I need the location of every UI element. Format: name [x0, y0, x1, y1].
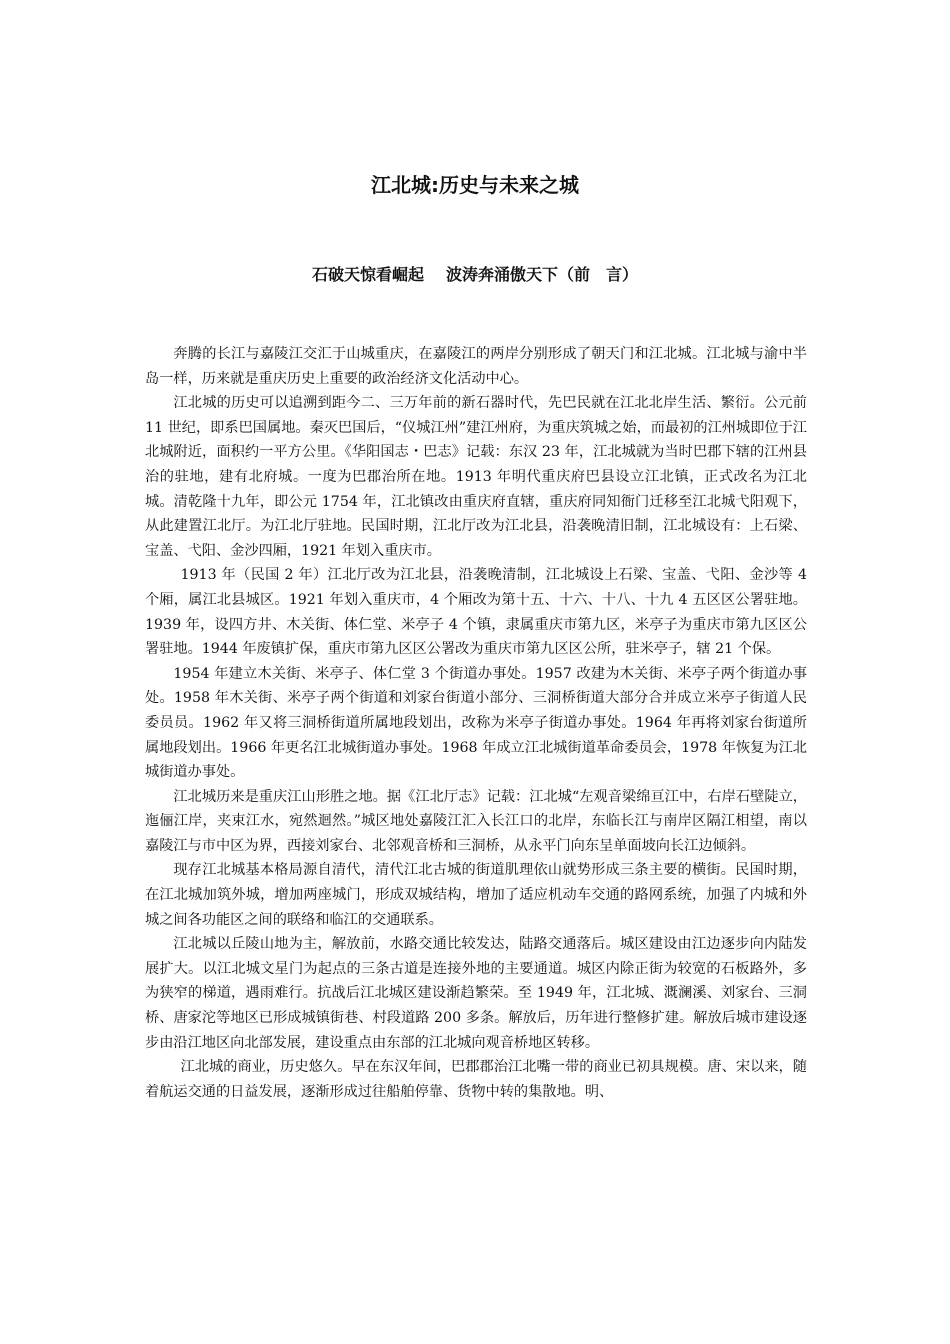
document-body — [145, 342, 807, 1104]
subtitle-right: 波涛奔涌傲天下（前 言） — [446, 265, 639, 284]
paragraph: 江北城的商业，历史悠久。早在东汉年间，巴郡郡治江北嘴一带的商业已初具规模。唐、宋以来，随着航运交通的日益发展，逐渐形成过往船舶停靠、货物中转的集散地。明、 — [145, 1059, 807, 1100]
paragraph: 奔腾的长江与嘉陵江交汇于山城重庆，在嘉陵江的两岸分别形成了朝天门和江北城。江北城与渝中半岛一样，历来就是重庆历史上重要的政治经济文化活动中心。 — [145, 346, 807, 387]
document-title: 江北城:历史与未来之城 — [371, 173, 579, 197]
paragraph: 江北城的历史可以追溯到距今二、三万年前的新石器时代，先巴民就在江北北岸生活、繁衍。公元前 11 世纪，即系巴国属地。秦灭巴国后，“仪城江州”建江州府，为重庆筑城之始，而最初的江州城即位于江北城附近，面积约一平方公里。《华阳国志・巴志》记载：东汉 23 年，江北城就为当时巴郡下辖的江州县治的驻地，建有北府城。一度为巴郡治所在地。1913 年明代重庆府巴县设立江北镇，正式改名为江北城。清乾隆十九年，即公元 1754 年，江北镇改由重庆府直辖，重庆府同知衙门迁移至江北城弋阳观下，从此建置江北厅。为江北厅驻地。民国时期，江北厅改为江北县，沿袭晚清旧制，江北城设有：上石梁、宝盖、弋阳、金沙四厢，1921 年划入重庆市。 — [145, 395, 807, 559]
subtitle-left: 石破天惊看崛起 — [311, 265, 424, 284]
paragraph: 现存江北城基本格局源自清代，清代江北古城的街道肌理依山就势形成三条主要的横街。民国时期，在江北城加筑外城，增加两座城门，形成双城结构，增加了适应机动车交通的路网系统，加强了内城和外城之间各功能区之间的联络和临江的交通联系。 — [145, 862, 807, 928]
paragraph: 江北城以丘陵山地为主，解放前，水路交通比较发达，陆路交通落后。城区建设由江边逐步向内陆发展扩大。以江北城文星门为起点的三条古道是连接外地的主要通道。城区内除正街为较宽的石板路外，多为狭窄的梯道，遇雨难行。抗战后江北城区建设渐趋繁荣。至 1949 年，江北城、溉澜溪、刘家台、三洞桥、唐家沱等地区已形成城镇街巷、村段道路 200 多条。解放后，历年进行整修扩建。解放后城市建设逐步由沿江地区向北部发展，建设重点由东部的江北城向观音桥地区转移。 — [145, 936, 807, 1051]
paragraph: 1954 年建立木关街、米亭子、体仁堂 3 个街道办事处。1957 改建为木关街、米亭子两个街道办事处。1958 年木关街、米亭子两个街道和刘家台街道小部分、三洞桥街道大部分合并成立米亭子街道人民委员员。1962 年又将三洞桥街道所属地段划出，改称为米亭子街道办事处。1964 年再将刘家台街道所属地段划出。1966 年更名江北城街道办事处。1968 年成立江北城街道革命委员会，1978 年恢复为江北城街道办事处。 — [145, 665, 807, 781]
document-subtitle — [0, 263, 950, 287]
paragraph: 江北城历来是重庆江山形胜之地。据《江北厅志》记载：江北城“左观音梁绵亘江中，右岸石壁陡立，迤俪江岸，夹束江水，宛然迴然。”城区地处嘉陵江汇入长江口的北岸，东临长江与南岸区隔江相望，南以嘉陵江与市中区为界，西接刘家台、北邻观音桥和三洞桥，从永平门向东呈单面坡向长江边倾斜。 — [145, 788, 807, 854]
paragraph: 1913 年（民国 2 年）江北厅改为江北县，沿袭晚清制，江北城设上石梁、宝盖、弋阳、金沙等 4 个厢，属江北县城区。1921 年划入重庆市，4 个厢改为第十五、十六、十八、十九 4 五区区公署驻地。1939 年，设四方井、木关街、体仁堂、米亭子 4 个镇，隶属重庆市第九区，米亭子为重庆市第九区区公署驻地。1944 年废镇扩保，重庆市第九区区公署改为重庆市第九区区公所，驻米亭子，辖 21 个保。 — [145, 567, 807, 658]
